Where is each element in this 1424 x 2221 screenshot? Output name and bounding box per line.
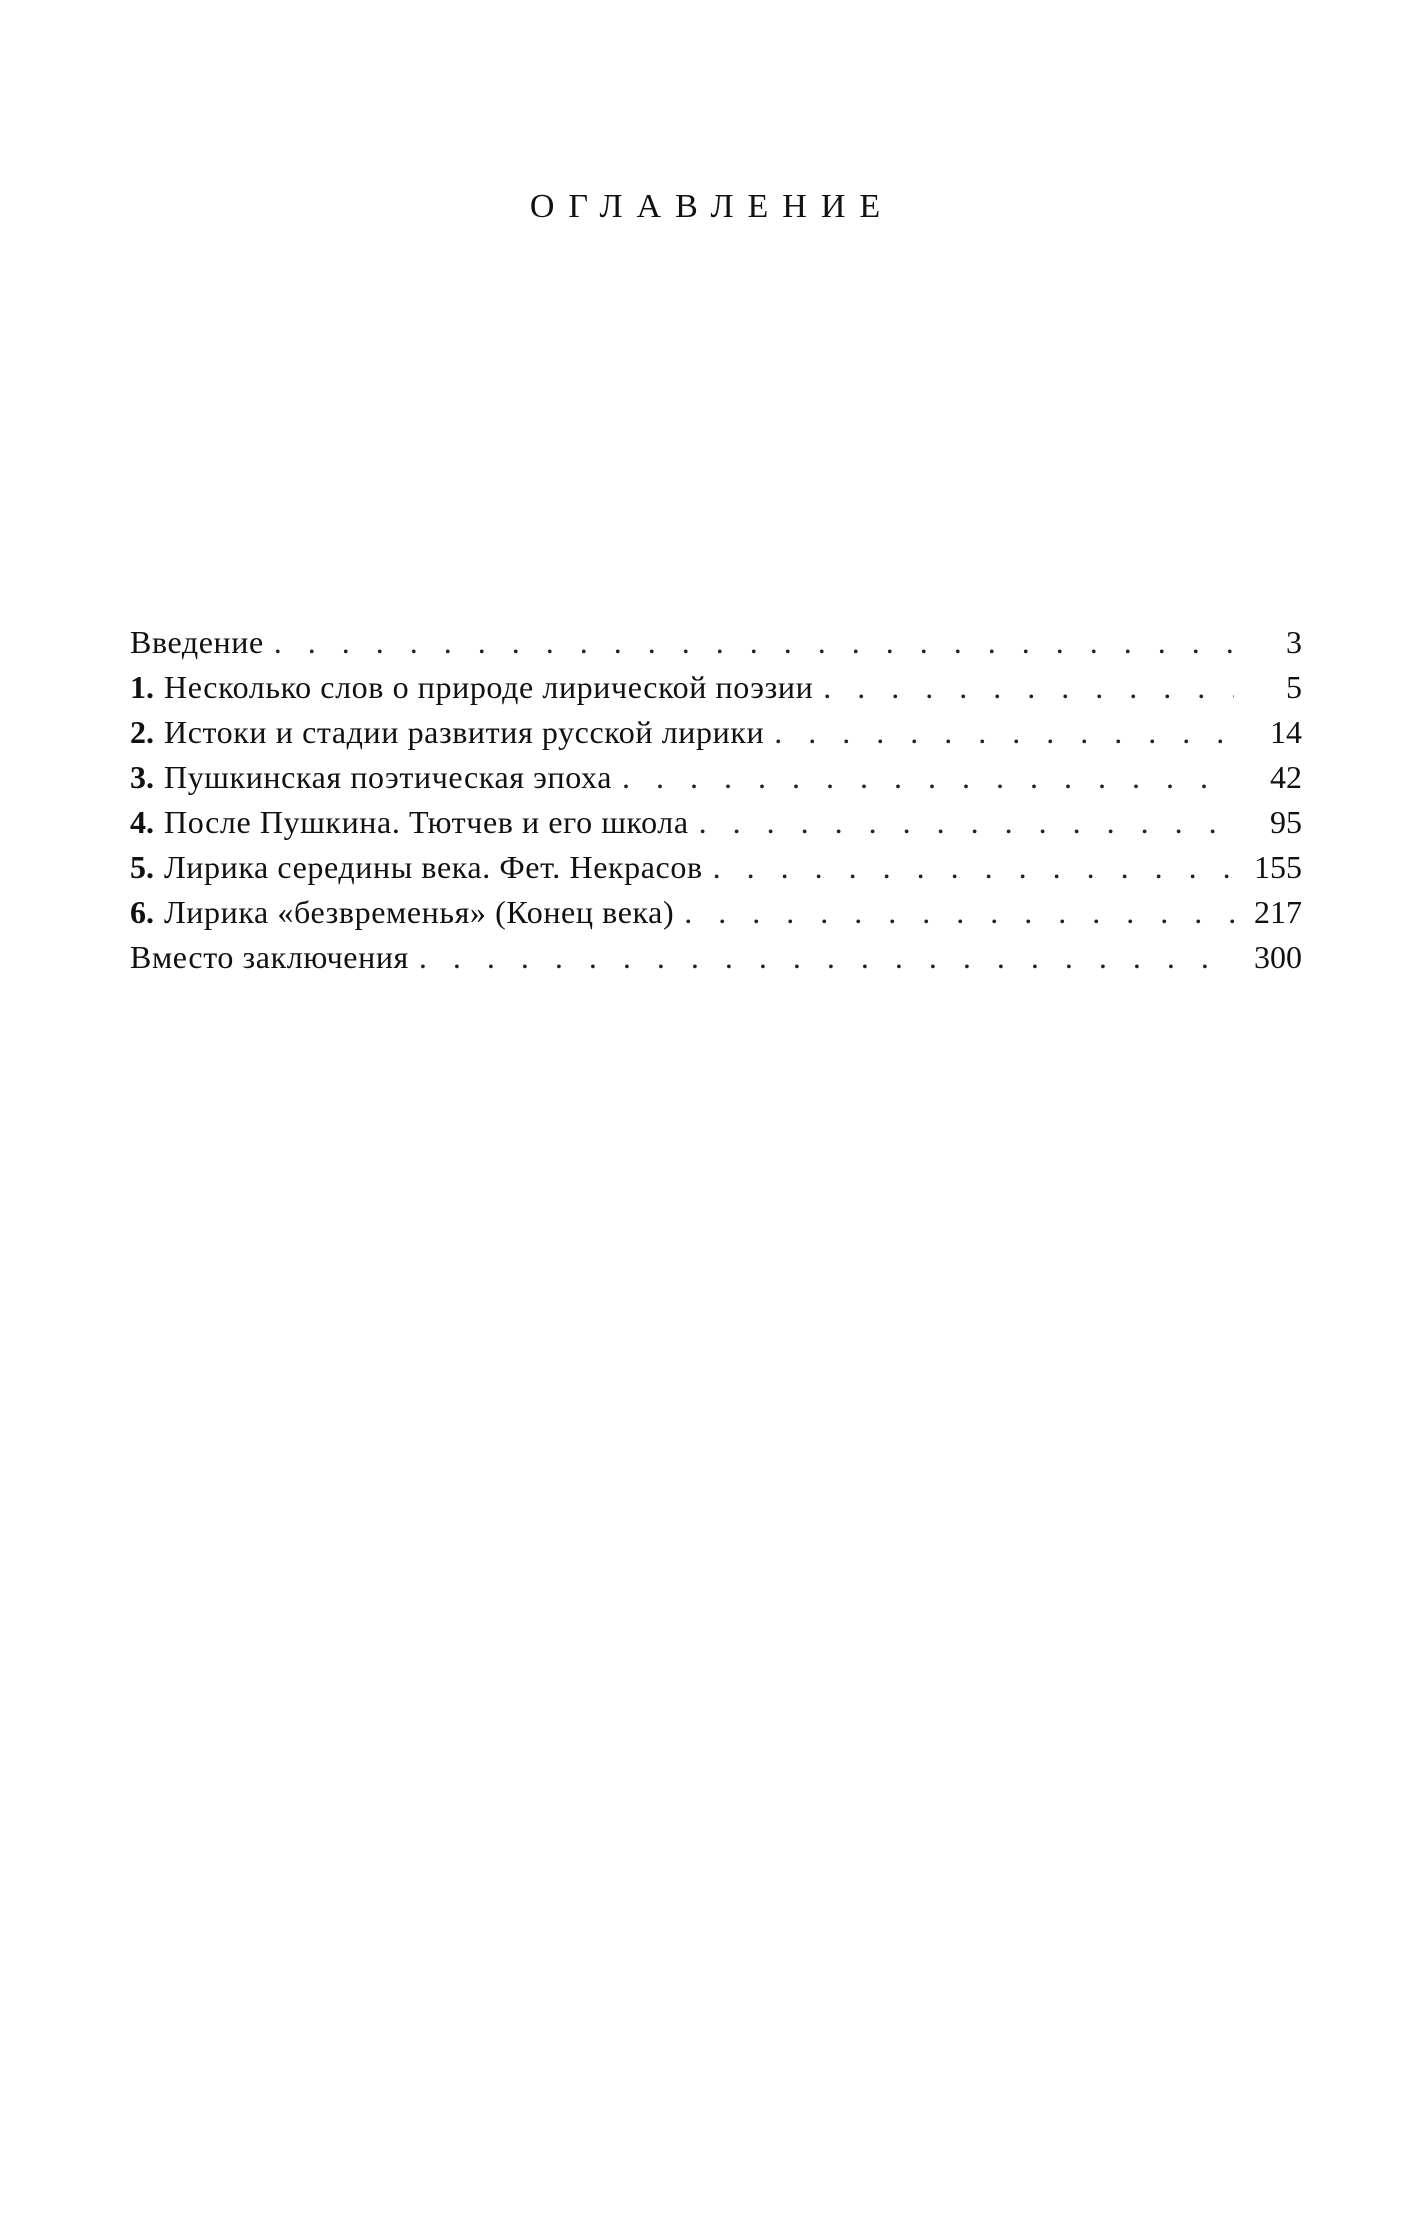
table-of-contents xyxy=(130,620,1302,980)
toc-entry-conclusion xyxy=(130,935,1302,980)
dot-leader xyxy=(684,890,1234,935)
toc-entry-page: 155 xyxy=(1254,849,1302,885)
toc-entry-title: Истоки и стадии развития русской лирики xyxy=(164,714,765,750)
toc-entry-page: 300 xyxy=(1254,939,1302,975)
toc-entry-page: 3 xyxy=(1286,624,1302,660)
toc-entry-chapter-1 xyxy=(130,665,1302,710)
toc-entry-page: 95 xyxy=(1270,804,1302,840)
page-title: ОГЛАВЛЕНИЕ xyxy=(529,188,895,225)
toc-entry-title: Лирика «безвременья» (Конец века) xyxy=(164,894,675,930)
toc-entry-page: 14 xyxy=(1270,714,1302,750)
dot-leader xyxy=(713,845,1234,890)
toc-entry-title: После Пушкина. Тютчев и его школа xyxy=(164,804,689,840)
dot-leader xyxy=(774,710,1234,755)
toc-entry-page: 42 xyxy=(1270,759,1302,795)
toc-entry-number: 4. xyxy=(130,804,154,840)
toc-entry-number: 1. xyxy=(130,669,154,705)
toc-entry-page: 217 xyxy=(1254,894,1302,930)
dot-leader xyxy=(699,800,1234,845)
toc-entry-title: Введение xyxy=(130,624,264,660)
toc-entry-title: Пушкинская поэтическая эпоха xyxy=(164,759,613,795)
toc-entry-chapter-4 xyxy=(130,800,1302,845)
toc-entry-number: 3. xyxy=(130,759,154,795)
toc-entry-number: 6. xyxy=(130,894,154,930)
dot-leader xyxy=(274,620,1234,665)
toc-entry-chapter-3 xyxy=(130,755,1302,800)
toc-entry-chapter-5 xyxy=(130,845,1302,890)
toc-entry-number: 5. xyxy=(130,849,154,885)
toc-entry-title: Вместо заключения xyxy=(130,939,409,975)
toc-entry-title: Лирика середины века. Фет. Некрасов xyxy=(164,849,703,885)
toc-entry-number: 2. xyxy=(130,714,154,750)
toc-entry-title: Несколько слов о природе лирической поэзии xyxy=(164,669,814,705)
toc-entry-chapter-6 xyxy=(130,890,1302,935)
toc-entry-introduction xyxy=(130,620,1302,665)
dot-leader xyxy=(419,935,1234,980)
dot-leader xyxy=(823,665,1234,710)
toc-entry-chapter-2 xyxy=(130,710,1302,755)
toc-entry-page: 5 xyxy=(1286,669,1302,705)
dot-leader xyxy=(622,755,1234,800)
